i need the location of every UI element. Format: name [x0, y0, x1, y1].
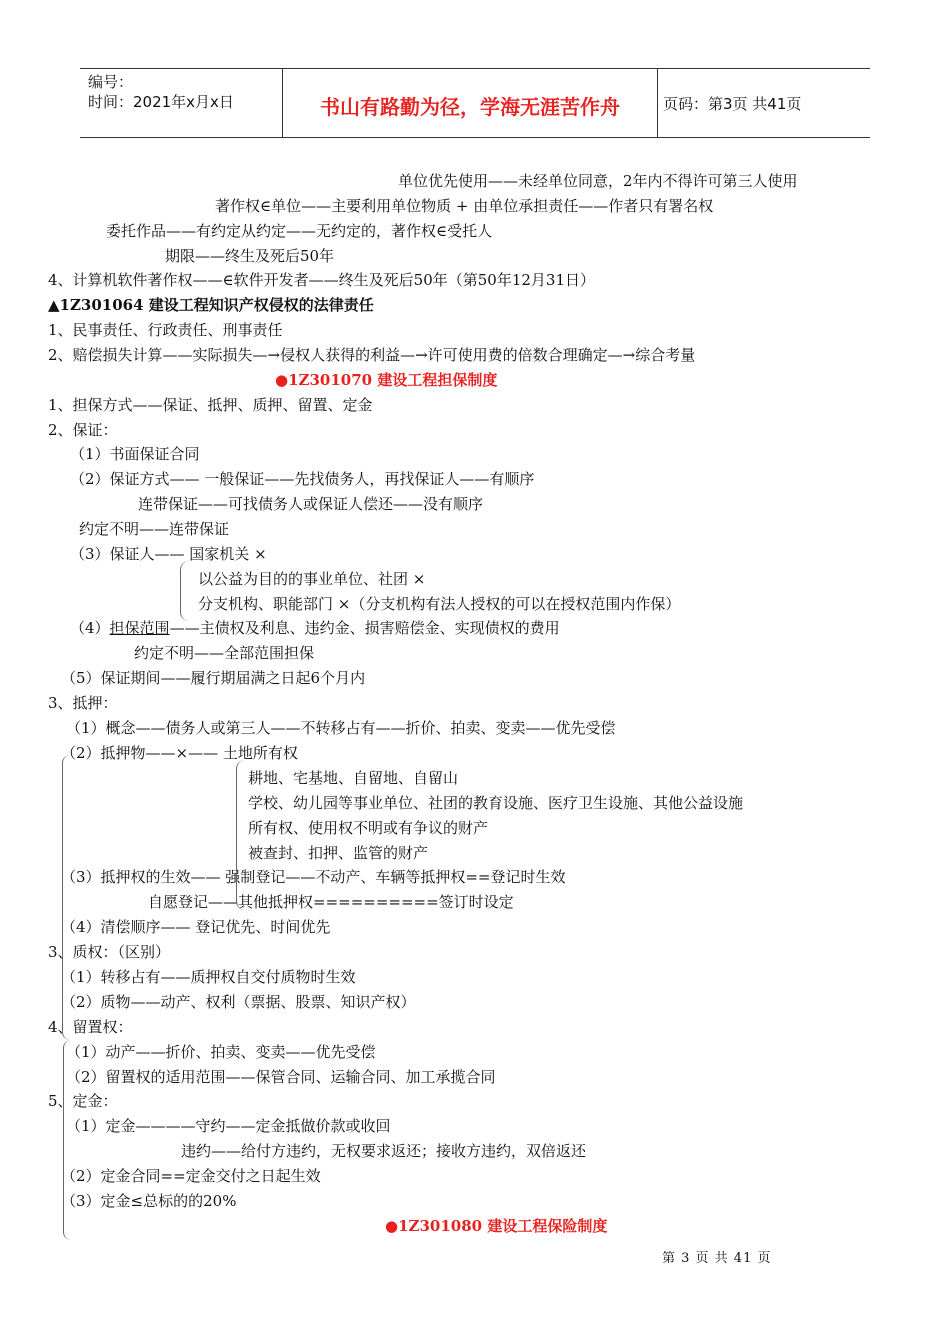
text-line: 1、民事责任、行政责任、刑事责任 [48, 321, 283, 339]
item-number: （4） [70, 619, 110, 637]
text-line: （1）定金————守约——定金抵做价款或收回 [66, 1117, 391, 1135]
text-line: 所有权、使用权不明或有争议的财产 [248, 819, 489, 837]
text-line: （1）转移占有——质押权自交付质物时生效 [61, 968, 356, 986]
brace-mortgage [236, 760, 245, 910]
section-heading: ▲1Z301064 建设工程知识产权侵权的法律责任 [48, 296, 374, 314]
section-heading: ●1Z301070 建设工程担保制度 [275, 371, 498, 389]
text-line: 3、抵押： [48, 694, 118, 712]
section-heading: ●1Z301080 建设工程保险制度 [385, 1217, 608, 1235]
text-line: （3）抵押权的生效—— 强制登记——不动产、车辆等抵押权==登记时生效 [61, 868, 566, 886]
text-line: （3）定金≤总标的的20% [61, 1192, 237, 1210]
text-line: 连带保证——可找债务人或保证人偿还——没有顺序 [138, 495, 484, 513]
header-page-number: 页码：第3页 共41页 [663, 95, 802, 113]
text-line: 期限——终生及死后50年 [165, 247, 335, 265]
text-line: （1）书面保证合同 [70, 445, 200, 463]
text-line: 自愿登记——其他抵押权==========签订时设定 [148, 893, 514, 911]
header-divider [282, 69, 283, 137]
text-line: 委托作品——有约定从约定——无约定的，著作权∈受托人 [106, 222, 493, 240]
text-line: （5）保证期间——履行期届满之日起6个月内 [61, 669, 366, 687]
text-line: 2、保证： [48, 421, 118, 439]
text-line: 约定不明——连带保证 [79, 520, 230, 538]
text-line: 2、赔偿损失计算——实际损失—→侵权人获得的利益—→许可使用费的倍数合理确定—→综合考量 [48, 346, 696, 364]
header-divider [657, 69, 658, 137]
text-line: 1、担保方式——保证、抵押、质押、留置、定金 [48, 396, 373, 414]
brace-left-mortgage [62, 755, 70, 1040]
text-line: （2）质物——动产、权利（票据、股票、知识产权） [61, 993, 416, 1011]
number-label: 编号： [88, 73, 134, 91]
text-line: 分支机构、职能部门 ×（分支机构有法人授权的可以在授权范围内作保） [198, 595, 681, 613]
text-line: 3、质权：（区别） [48, 943, 171, 961]
text-line: （2）抵押物——×—— 土地所有权 [61, 744, 298, 762]
header-motto: 书山有路勤为径，学海无涯苦作舟 [320, 95, 620, 119]
text-line: （1）概念——债务人或第三人——不转移占有——折价、拍卖、变卖——优先受偿 [66, 719, 616, 737]
text-line: （2）保证方式—— 一般保证——先找债务人，再找保证人——有顺序 [70, 470, 535, 488]
text-line: 5、定金： [48, 1092, 118, 1110]
text-line: 学校、幼儿园等事业单位、社团的教育设施、医疗卫生设施、其他公益设施 [248, 794, 744, 812]
text-line: 著作权∈单位——主要利用单位物质 + 由单位承担责任——作者只有署名权 [215, 197, 714, 215]
text-line: 以公益为目的的事业单位、社团 × [198, 570, 426, 588]
header-info [88, 72, 234, 112]
text-line: 约定不明——全部范围担保 [134, 644, 315, 662]
text-line: 4、留置权： [48, 1018, 133, 1036]
text-line [70, 618, 560, 638]
page-footer: 第 3 页 共 41 页 [662, 1251, 772, 1266]
item-text: ——主债权及利息、违约金、损害赔偿金、实现债权的费用 [169, 619, 560, 637]
page-header [80, 68, 870, 138]
text-line: 违约——给付方违约，无权要求返还；接收方违约，双倍返还 [181, 1142, 587, 1160]
text-line: 4、计算机软件著作权——∈软件开发者——终生及死后50年（第50年12月31日） [48, 271, 595, 289]
text-line: （3）保证人—— 国家机关 × [70, 545, 267, 563]
text-line: 单位优先使用——未经单位同意，2年内不得许可第三人使用 [398, 172, 798, 190]
text-line: （1）动产——折价、拍卖、变卖——优先受偿 [66, 1043, 376, 1061]
brace-left-deposit [63, 1040, 71, 1240]
underlined-term: 担保范围 [109, 619, 170, 637]
text-line: （2）定金合同==定金交付之日起生效 [61, 1167, 321, 1185]
text-line: （4）清偿顺序—— 登记优先、时间优先 [61, 918, 331, 936]
text-line: 耕地、宅基地、自留地、自留山 [248, 769, 459, 787]
text-line: （2）留置权的适用范围——保管合同、运输合同、加工承揽合同 [66, 1068, 496, 1086]
brace-guarantor [180, 561, 189, 621]
text-line: 被查封、扣押、监管的财产 [248, 844, 429, 862]
date-label: 时间：2021年x月x日 [88, 93, 234, 111]
